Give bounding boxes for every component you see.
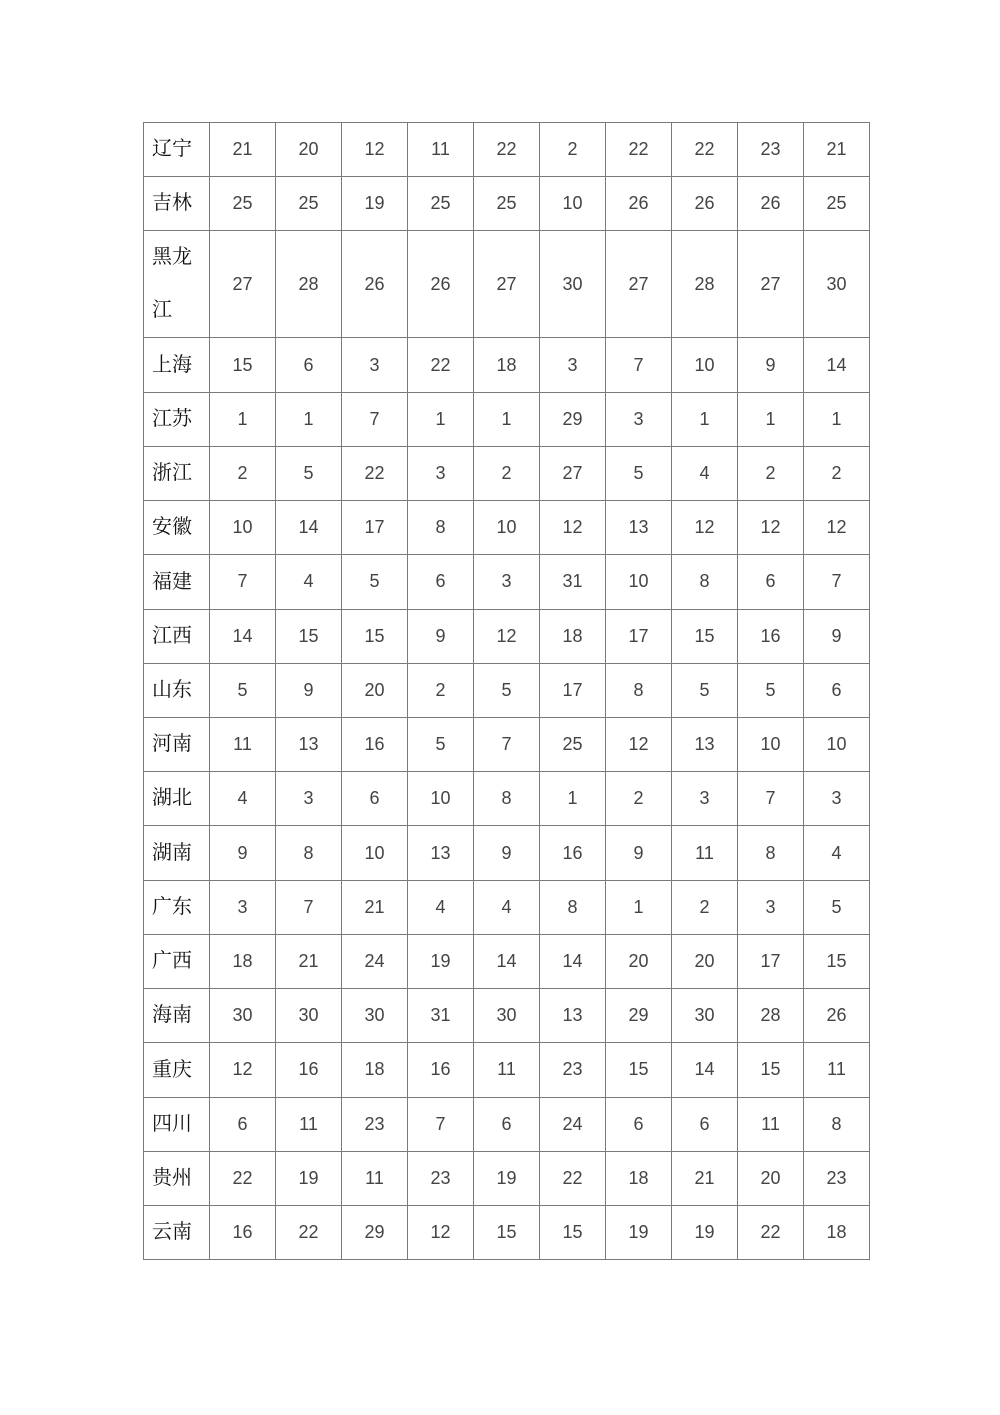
province-name: 重庆 [152,1058,192,1081]
rank-cell: 9 [606,826,672,880]
rank-cell: 7 [342,392,408,446]
rank-cell: 13 [276,717,342,771]
rank-cell: 6 [474,1097,540,1151]
rank-cell: 18 [606,1151,672,1205]
table-row [144,934,870,988]
rank-cell: 3 [474,555,540,609]
province-name: 福建 [152,570,192,593]
rank-cell: 2 [606,772,672,826]
rank-cell: 22 [672,123,738,177]
rank-cell: 9 [474,826,540,880]
province-name-cell [144,231,210,338]
province-name: 浙江 [152,462,192,485]
rank-cell: 1 [210,392,276,446]
rank-cell: 20 [738,1151,804,1205]
rank-cell: 22 [408,338,474,392]
table-row [144,555,870,609]
province-name: 黑龙江 [152,246,192,322]
province-name-cell [144,1043,210,1097]
table-row [144,231,870,338]
province-name: 湖南 [152,841,192,864]
table-row [144,772,870,826]
rank-cell: 4 [408,880,474,934]
rank-cell: 22 [342,446,408,500]
rank-cell: 29 [606,989,672,1043]
province-name: 河南 [152,733,192,756]
province-name-cell [144,392,210,446]
rank-cell: 12 [804,501,870,555]
rank-cell: 4 [276,555,342,609]
rank-cell: 12 [606,717,672,771]
rank-cell: 30 [342,989,408,1043]
province-name: 广东 [152,895,192,918]
rank-cell: 12 [408,1205,474,1259]
rank-cell: 19 [276,1151,342,1205]
rank-cell: 10 [210,501,276,555]
province-name: 吉林 [152,192,192,215]
rank-cell: 23 [738,123,804,177]
rank-cell: 6 [738,555,804,609]
rank-cell: 8 [672,555,738,609]
rank-cell: 16 [540,826,606,880]
table-row [144,123,870,177]
rank-cell: 7 [276,880,342,934]
rank-cell: 3 [276,772,342,826]
province-name-cell [144,934,210,988]
province-name: 四川 [152,1112,192,1135]
rank-cell: 3 [738,880,804,934]
rank-cell: 1 [408,392,474,446]
rank-cell: 18 [540,609,606,663]
rank-cell: 24 [540,1097,606,1151]
rank-cell: 19 [408,934,474,988]
rank-cell: 11 [210,717,276,771]
rank-cell: 15 [276,609,342,663]
rank-cell: 15 [672,609,738,663]
table-row [144,1151,870,1205]
rank-cell: 1 [738,392,804,446]
rank-cell: 3 [672,772,738,826]
rank-cell: 9 [738,338,804,392]
rank-cell: 22 [540,1151,606,1205]
rank-cell: 12 [210,1043,276,1097]
rank-cell: 5 [408,717,474,771]
rank-cell: 10 [474,501,540,555]
rank-cell: 11 [276,1097,342,1151]
province-name: 海南 [152,1004,192,1027]
rank-cell: 10 [540,177,606,231]
rank-cell: 16 [408,1043,474,1097]
table-row [144,446,870,500]
rank-cell: 21 [210,123,276,177]
table-row [144,609,870,663]
rank-cell: 25 [408,177,474,231]
rank-cell: 12 [342,123,408,177]
table-row [144,717,870,771]
province-name: 山东 [152,678,192,701]
table-body [144,123,870,1260]
rank-cell: 5 [342,555,408,609]
rank-cell: 3 [210,880,276,934]
rank-cell: 5 [210,663,276,717]
rank-cell: 25 [804,177,870,231]
rank-cell: 30 [804,231,870,338]
rank-cell: 26 [804,989,870,1043]
rank-cell: 15 [474,1205,540,1259]
rank-cell: 1 [540,772,606,826]
rank-cell: 28 [672,231,738,338]
rank-cell: 14 [210,609,276,663]
rank-cell: 13 [408,826,474,880]
rank-cell: 2 [804,446,870,500]
rank-cell: 2 [738,446,804,500]
rank-cell: 18 [210,934,276,988]
rank-cell: 19 [672,1205,738,1259]
rank-cell: 13 [672,717,738,771]
rank-cell: 21 [672,1151,738,1205]
rank-cell: 8 [408,501,474,555]
rank-cell: 17 [738,934,804,988]
province-name-cell [144,609,210,663]
province-name-cell [144,1151,210,1205]
rank-cell: 14 [672,1043,738,1097]
rank-cell: 7 [474,717,540,771]
province-ranking-table [143,122,870,1260]
rank-cell: 8 [804,1097,870,1151]
table-row [144,1097,870,1151]
rank-cell: 12 [474,609,540,663]
rank-cell: 6 [276,338,342,392]
rank-cell: 4 [210,772,276,826]
rank-cell: 20 [606,934,672,988]
rank-cell: 5 [738,663,804,717]
rank-cell: 16 [738,609,804,663]
rank-cell: 14 [804,338,870,392]
province-name-cell [144,880,210,934]
table-row [144,177,870,231]
rank-cell: 1 [672,392,738,446]
rank-cell: 13 [606,501,672,555]
rank-cell: 26 [408,231,474,338]
rank-cell: 8 [276,826,342,880]
rank-cell: 26 [672,177,738,231]
rank-cell: 11 [474,1043,540,1097]
rank-cell: 28 [276,231,342,338]
table-row [144,1043,870,1097]
rank-cell: 29 [540,392,606,446]
rank-cell: 8 [540,880,606,934]
rank-cell: 22 [276,1205,342,1259]
rank-cell: 15 [342,609,408,663]
rank-cell: 23 [408,1151,474,1205]
rank-cell: 20 [342,663,408,717]
rank-cell: 3 [804,772,870,826]
province-name-cell [144,1097,210,1151]
province-name: 广西 [152,950,192,973]
rank-cell: 1 [606,880,672,934]
rank-cell: 9 [804,609,870,663]
rank-cell: 7 [210,555,276,609]
rank-cell: 6 [606,1097,672,1151]
rank-cell: 1 [474,392,540,446]
rank-cell: 25 [474,177,540,231]
rank-cell: 7 [408,1097,474,1151]
rank-cell: 1 [276,392,342,446]
rank-cell: 11 [738,1097,804,1151]
province-name: 上海 [152,353,192,376]
rank-cell: 16 [276,1043,342,1097]
rank-cell: 19 [606,1205,672,1259]
rank-cell: 20 [276,123,342,177]
rank-cell: 9 [210,826,276,880]
rank-cell: 22 [606,123,672,177]
table-row [144,826,870,880]
rank-cell: 14 [474,934,540,988]
rank-cell: 18 [342,1043,408,1097]
rank-cell: 22 [210,1151,276,1205]
rank-cell: 11 [804,1043,870,1097]
rank-cell: 5 [804,880,870,934]
province-name-cell [144,989,210,1043]
rank-cell: 9 [276,663,342,717]
province-name: 云南 [152,1221,192,1244]
rank-cell: 17 [540,663,606,717]
rank-cell: 4 [672,446,738,500]
rank-cell: 6 [804,663,870,717]
rank-cell: 16 [210,1205,276,1259]
rank-cell: 12 [672,501,738,555]
province-name: 湖北 [152,787,192,810]
rank-cell: 15 [606,1043,672,1097]
rank-cell: 20 [672,934,738,988]
rank-cell: 5 [276,446,342,500]
rank-cell: 10 [408,772,474,826]
rank-cell: 17 [606,609,672,663]
rank-cell: 11 [342,1151,408,1205]
rank-cell: 14 [540,934,606,988]
rank-cell: 7 [738,772,804,826]
rank-cell: 27 [474,231,540,338]
rank-cell: 2 [210,446,276,500]
rank-cell: 4 [804,826,870,880]
rank-cell: 25 [540,717,606,771]
rank-cell: 26 [342,231,408,338]
rank-cell: 23 [540,1043,606,1097]
rank-cell: 19 [342,177,408,231]
rank-cell: 8 [474,772,540,826]
rank-cell: 15 [540,1205,606,1259]
rank-cell: 30 [276,989,342,1043]
province-name: 辽宁 [152,138,192,161]
rank-cell: 31 [408,989,474,1043]
rank-cell: 7 [804,555,870,609]
rank-cell: 5 [606,446,672,500]
rank-cell: 6 [672,1097,738,1151]
province-name-cell [144,338,210,392]
rank-cell: 30 [540,231,606,338]
province-name-cell [144,123,210,177]
rank-cell: 6 [210,1097,276,1151]
rank-cell: 3 [540,338,606,392]
rank-cell: 1 [804,392,870,446]
rank-cell: 3 [606,392,672,446]
rank-cell: 19 [474,1151,540,1205]
rank-cell: 23 [804,1151,870,1205]
rank-cell: 28 [738,989,804,1043]
rank-cell: 25 [276,177,342,231]
rank-cell: 21 [804,123,870,177]
rank-cell: 2 [408,663,474,717]
rank-cell: 10 [672,338,738,392]
rank-cell: 8 [606,663,672,717]
rank-cell: 22 [474,123,540,177]
rank-cell: 11 [672,826,738,880]
rank-cell: 9 [408,609,474,663]
rank-cell: 7 [606,338,672,392]
province-name-cell [144,177,210,231]
rank-cell: 18 [474,338,540,392]
rank-cell: 15 [738,1043,804,1097]
rank-cell: 15 [210,338,276,392]
province-name-cell [144,663,210,717]
rank-cell: 11 [408,123,474,177]
rank-cell: 8 [738,826,804,880]
rank-cell: 4 [474,880,540,934]
rank-cell: 2 [672,880,738,934]
rank-cell: 26 [738,177,804,231]
province-name: 贵州 [152,1166,192,1189]
province-name: 安徽 [152,516,192,539]
rank-cell: 30 [474,989,540,1043]
table-row [144,663,870,717]
rank-cell: 10 [342,826,408,880]
rank-cell: 21 [276,934,342,988]
rank-cell: 10 [804,717,870,771]
rank-cell: 29 [342,1205,408,1259]
rank-cell: 27 [540,446,606,500]
province-name-cell [144,772,210,826]
rank-cell: 2 [474,446,540,500]
rank-cell: 6 [408,555,474,609]
rank-cell: 31 [540,555,606,609]
rank-cell: 12 [738,501,804,555]
rank-cell: 30 [210,989,276,1043]
table-row [144,501,870,555]
rank-cell: 12 [540,501,606,555]
province-name: 江西 [152,624,192,647]
province-name-cell [144,717,210,771]
province-name-cell [144,1205,210,1259]
rank-cell: 27 [210,231,276,338]
rank-cell: 5 [474,663,540,717]
province-name-cell [144,826,210,880]
province-name-cell [144,555,210,609]
rank-cell: 23 [342,1097,408,1151]
province-name-cell [144,446,210,500]
table-row [144,880,870,934]
rank-cell: 2 [540,123,606,177]
rank-cell: 17 [342,501,408,555]
rank-cell: 10 [606,555,672,609]
rank-cell: 18 [804,1205,870,1259]
rank-cell: 15 [804,934,870,988]
rank-cell: 10 [738,717,804,771]
table-row [144,392,870,446]
table-row [144,989,870,1043]
rank-cell: 3 [342,338,408,392]
rank-cell: 25 [210,177,276,231]
rank-cell: 30 [672,989,738,1043]
table-row [144,338,870,392]
rank-cell: 16 [342,717,408,771]
rank-cell: 26 [606,177,672,231]
rank-cell: 27 [606,231,672,338]
rank-cell: 27 [738,231,804,338]
rank-cell: 5 [672,663,738,717]
rank-cell: 14 [276,501,342,555]
rank-cell: 22 [738,1205,804,1259]
province-name: 江苏 [152,407,192,430]
rank-cell: 3 [408,446,474,500]
rank-cell: 13 [540,989,606,1043]
province-name-cell [144,501,210,555]
rank-cell: 21 [342,880,408,934]
rank-cell: 6 [342,772,408,826]
rank-cell: 24 [342,934,408,988]
table-row [144,1205,870,1259]
